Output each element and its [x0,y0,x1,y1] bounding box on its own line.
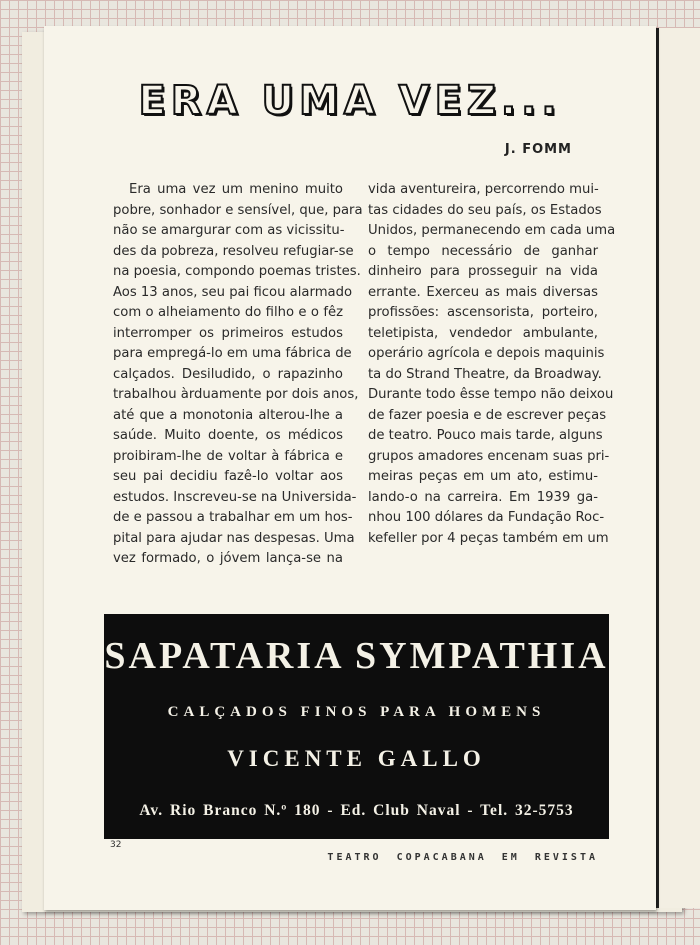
text-line: nhou 100 dólares da Fundação Roc- [368,510,605,525]
ad-address: Av. Rio Branco N.º 180 - Ed. Club Naval - Tel. 32-5753 [139,802,574,819]
text-line: dinheiro para prosseguir na vida [368,264,598,279]
text-line: kefeller por 4 peças também em um [368,530,609,546]
text-line: pital para ajudar nas despesas. Uma [113,530,355,546]
magazine-page [44,26,656,910]
publication-footer: TEATRO COPACABANA EM REVISTA [327,852,598,863]
text-line: vez formado, o jóvem lança-se na [113,551,343,566]
text-line: não se amargurar com as vicissitu- [113,223,345,238]
text-line: de e passou a trabalhar em um hos- [113,510,353,525]
text-line: profissões: ascensorista, porteiro, [368,305,598,320]
text-line: grupos amadores encenam suas pri- [368,448,610,464]
text-line: na poesia, compondo poemas tristes. [113,264,361,279]
text-line: trabalhou àrduamente por dois anos, [113,387,359,402]
text-line: interromper os primeiros estudos [113,325,343,341]
text-line: pobre, sonhador e sensível, que, para [113,202,363,218]
text-line: tas cidades do seu país, os Estados [368,202,602,218]
article-left-column [113,180,363,570]
text-line: com o alheiamento do filho e o fêz [113,305,343,320]
text-line: operário agrícola e depois maquinis [368,346,605,361]
text-line: saúde. Muito doente, os médicos [113,428,343,443]
text-line: meiras peças em um ato, estimu- [368,469,598,484]
ad-business-name: SAPATARIA SYMPATHIA [104,635,609,677]
text-line: teletipista, vendedor ambulante, [368,325,598,341]
article-title: ERA UMA VEZ... [138,78,562,124]
text-line: proibiram-lhe de voltar à fábrica e [113,448,343,464]
text-line: de fazer poesia e de escrever peças [368,407,607,423]
text-line: calçados. Desiludido, o rapazinho [113,366,343,382]
ad-owner-name: VICENTE GALLO [227,746,486,771]
text-line: Durante todo êsse tempo não deixou [368,387,614,402]
text-line: lando-o na carreira. Em 1939 ga- [368,489,598,505]
text-line: estudos. Inscreveu-se na Universida- [113,489,357,505]
text-line: Era uma vez um menino muito [129,182,343,197]
text-line: des da pobreza, resolveu refugiar-se [113,243,354,259]
text-line: seu pai decidiu fazê-lo voltar aos [113,469,343,484]
text-line: Aos 13 anos, seu pai ficou alarmado [113,284,353,300]
text-line: o tempo necessário de ganhar [368,243,598,259]
text-line: errante. Exerceu as mais diversas [368,284,598,300]
text-line: para empregá-lo em uma fábrica de [113,346,352,361]
page-number: 32 [110,840,122,850]
text-line: Unidos, permanecendo em cada uma [368,223,616,238]
ad-tagline: CALÇADOS FINOS PARA HOMENS [167,704,546,720]
advertisement-box [104,614,609,839]
text-line: ta do Strand Theatre, da Broadway. [368,366,602,382]
article-author: J. FOMM [504,142,572,157]
text-line: vida aventureira, percorrendo mui- [368,182,599,197]
article-right-column [368,180,616,549]
text-line: até que a monotonia alterou-lhe a [113,407,343,423]
text-line: de teatro. Pouco mais tarde, alguns [368,428,603,443]
facing-page-edge [655,28,700,908]
